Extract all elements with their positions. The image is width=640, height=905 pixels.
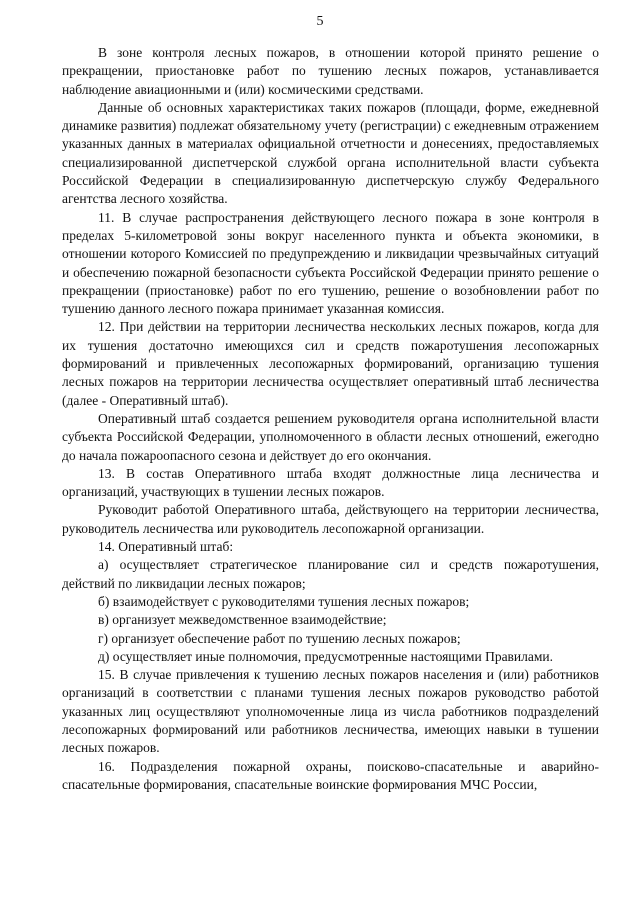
- list-item-d: д) осуществляет иные полномочия, предусмотренные настоящими Правилами.: [98, 648, 554, 664]
- list-item-b: б) взаимодействует с руководителями тушения лесных пожаров;: [98, 593, 470, 609]
- paragraph-14: 14. Оперативный штаб:: [98, 539, 234, 555]
- paragraph-16: 16. Подразделения пожарной охраны, поисково-спасательные и аварийно-спасательные формирования, спасательные воинские формирования МЧС России,: [62, 758, 599, 792]
- list-item-a: а) осуществляет стратегическое планирование сил и средств пожаротушения, действий по ликвидации лесных пожаров;: [62, 557, 599, 591]
- paragraph-operational-hq-creation: Оперативный штаб создается решением руководителя органа исполнительной власти субъекта Российской Федерации, уполномоченного в области лесных отношений, ежегодно до начала пожароопасного сезона и действует до его окончания.: [62, 410, 599, 463]
- list-item-g: г) организует обеспечение работ по тушению лесных пожаров;: [98, 630, 461, 646]
- page-number: 5: [316, 14, 324, 29]
- paragraph-12: 12. При действии на территории лесничества нескольких лесных пожаров, когда для их тушения достаточно имеющихся сил и средств пожаротушения лесопожарных формирований и привлеченных лесопожарных формирований, организацию тушения лесных пожаров на территории лесничества осуществляет оперативный штаб лесничества (далее - Оперативный штаб).: [62, 319, 599, 408]
- paragraph-hq-leadership: Руководит работой Оперативного штаба, действующего на территории лесничества, руководитель лесничества или руководитель лесопожарной организации.: [62, 502, 599, 536]
- paragraph-13: 13. В состав Оперативного штаба входят должностные лица лесничества и организаций, участвующих в тушении лесных пожаров.: [62, 465, 599, 500]
- paragraph-fire-control-zone: В зоне контроля лесных пожаров, в отношении которой принято решение о прекращении, приостановке работ по тушению лесных пожаров, устанавливается наблюдение авиационными и (или) космическими средствами.: [62, 45, 599, 97]
- paragraph-fire-characteristics: Данные об основных характеристиках таких пожаров (площади, форме, ежедневной динамике развития) подлежат обязательному учету (регистрации) с ежедневным отражением указанных данных в материалах официальной отчетности и донесениях, предоставляемых специализированной диспетчерской службой органа исполнительной власти субъекта Российской Федерации в специализированную диспетчерскую службу Федерального агентства лесного хозяйства.: [62, 99, 599, 207]
- paragraph-15: 15. В случае привлечения к тушению лесных пожаров населения и (или) работников организаций в соответствии с планами тушения лесных пожаров руководство работой указанных лиц осуществляют уполномоченные лица из числа работников подразделений лесопожарных формирований или работников лесничества, имеющих навыки в тушении лесных пожаров.: [62, 667, 599, 756]
- paragraph-11: 11. В случае распространения действующего лесного пожара в зоне контроля в пределах 5-километровой зоны вокруг населенного пункта и объекта экономики, в отношении которого Комиссией по предупреждению и ликвидации чрезвычайных ситуаций и обеспечению пожарной безопасности субъекта Российской Федерации принято решение о прекращении (приостановке) работ по его тушению, решение о возобновлении работ по тушению данного лесного пожара принимает указанная комиссия.: [62, 209, 599, 317]
- list-item-v: в) организует межведомственное взаимодействие;: [98, 612, 387, 628]
- document-body: [62, 44, 599, 794]
